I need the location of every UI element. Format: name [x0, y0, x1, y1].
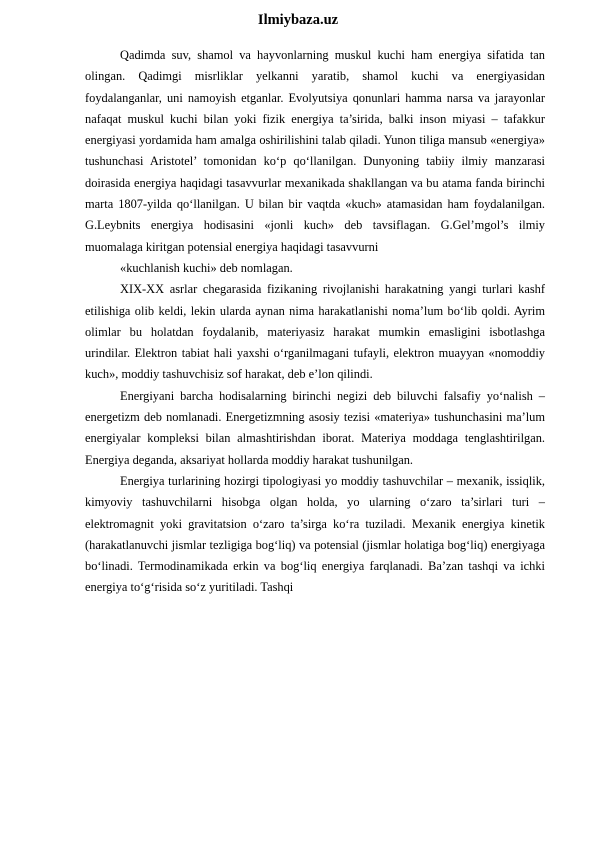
site-header-title: Ilmiybaza.uz: [257, 12, 339, 28]
paragraph-energetism: Energiyani barcha hodisalarning birinchi negizi deb biluvchi falsafiy yo‘nalish – energetizm deb nomlanadi. Energetizmning asosiy tezisi «materiya» tushunchasini ma’lum energiyalar kompleksi bilan almashtirishdan iborat. Materiya moddaga tenglashtirilgan. Energiya deganda, aksariyat hollarda moddiy harakat tushunilgan.: [85, 388, 545, 467]
document-body: [85, 45, 545, 599]
paragraph-physics-development: XIX-XX asrlar chegarasida fizikaning rivojlanishi harakatning yangi turlari kashf etilishiga olib keldi, lekin ularda aynan nima harakatlanishi noma’lum bo‘lib qoldi. Ayrim olimlar bu holatdan foydalanib, materiyasiz harakat mumkin emasligini isbotlashga urindilar. Elektron tabiat hali yaxshi o‘rganilmagani tufayli, elektron muayyan «nomoddiy kuch», moddiy tashuvchisiz sof harakat, deb e’lon qilindi.: [85, 282, 545, 382]
paragraph-energy-typology: Energiya turlarining hozirgi tipologiyasi yo moddiy tashuvchilar – mexanik, issiqlik, kimyoviy tashuvchilarni hisobga olgan holda, yo ularning o‘zaro ta’sirlari turi – elektromagnit yoki gravitatsion o‘zaro ta’sirga ko‘ra tuziladi. Mexanik energiya kinetik (harakatlanuvchi jismlar tezligiga bog‘liq) va potensial (jismlar holatiga bog‘liq) energiyaga bo‘linadi. Termodinamikada erkin va bog‘liq energiya farqlanadi. Ba’zan tashqi va ichki energiya to‘g‘risida so‘z yuritiladi. Tashqi: [85, 473, 545, 595]
paragraph-tension-force-line: «kuchlanish kuchi» deb nomlagan.: [120, 260, 293, 275]
paragraph-energy-history: Qadimda suv, shamol va hayvonlarning muskul kuchi ham energiya sifatida tan olingan. Qadimgi misrliklar yelkanni yaratib, shamol kuchi va energiyasidan foydalanganlar, uni namoyish etganlar. Evolyutsiya qonunlari hamma narsa va jarayonlar nafaqat muskul kuchi bilan yoki fizik energiya ta’sirida, balki inson miyasi – tafakkur energiyasi yordamida ham amalga oshirilishini talab qiladi. Yunon tiliga mansub «energiya» tushunchasi Aristotel’ tomonidan ko‘p qo‘llanilgan. Dunyoning tabiiy ilmiy manzarasi doirasida energiya haqidagi tasavvurlar mexanikada shakllangan va bu atama fanda birinchi marta 1807-yilda qo‘llanilgan. U bilan bir vaqtda «kuch» atamasidan ham foydalanilgan. G.Leybnits energiya hodisasini «jonli kuch» deb tavsiflagan. G.Gel’mgol’s ilmiy muomalaga kiritgan potensial energiya haqidagi tasavvurni: [85, 48, 545, 254]
